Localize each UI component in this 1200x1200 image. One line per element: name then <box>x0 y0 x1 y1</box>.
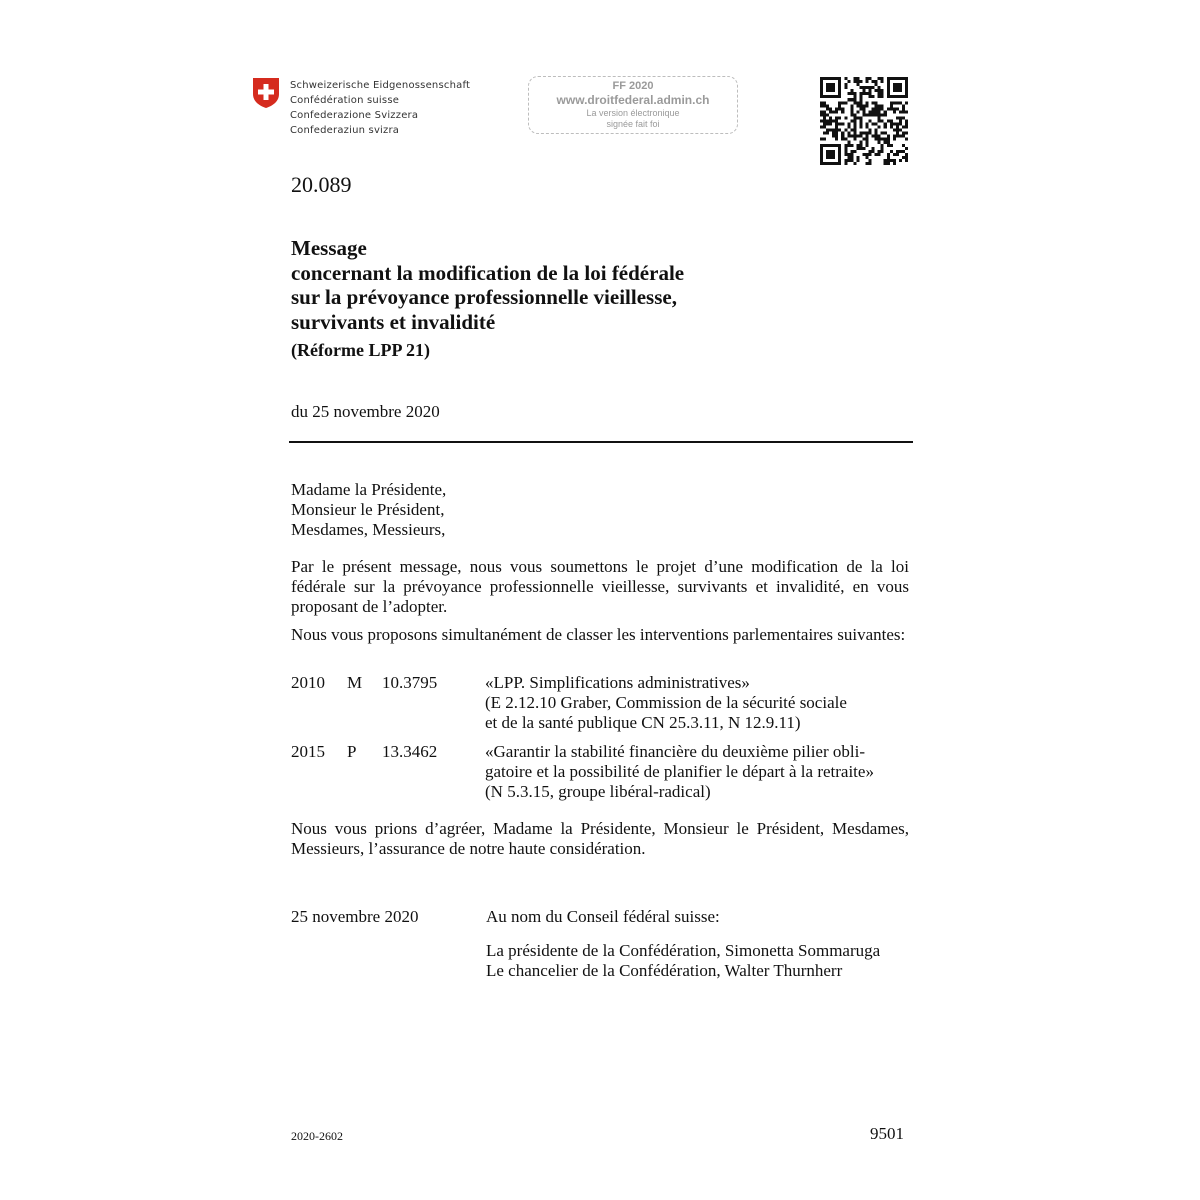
intervention-number: 13.3462 <box>382 742 438 761</box>
confederation-line-fr: Confédération suisse <box>290 95 400 106</box>
intervention-type: M <box>347 673 363 692</box>
qr-code-icon <box>820 77 908 165</box>
confederation-names <box>290 78 470 138</box>
signature-date: 25 novembre 2020 <box>291 907 419 926</box>
stamp-line-ff: FF 2020 <box>612 80 654 92</box>
paragraph-closing: Nous vous prions d’agréer, Madame la Présidente, Monsieur le Président, Mesdames, Messieurs, l’assurance de notre haute considération. <box>291 819 909 858</box>
intervention-text-line: «Garantir la stabilité financière du deuxième pilier obli- <box>485 742 865 761</box>
intervention-number: 10.3795 <box>382 673 438 692</box>
header-divider <box>289 441 913 443</box>
footer-reference: 2020-2602 <box>291 1129 343 1143</box>
stamp-line-version: La version électronique <box>586 108 680 118</box>
document-number: 20.089 <box>291 172 352 197</box>
intervention-text-line: (E 2.12.10 Graber, Commission de la sécurité sociale <box>485 693 847 712</box>
title-line: concernant la modification de la loi fédérale <box>291 260 685 285</box>
salutation-line: Monsieur le Président, <box>291 500 445 519</box>
confederation-line-it: Confederazione Svizzera <box>290 110 419 121</box>
swiss-coat-of-arms-icon <box>252 77 280 109</box>
intervention-text-line: gatoire et la possibilité de planifier le départ à la retraite» <box>485 762 874 781</box>
signer-line: La présidente de la Confédération, Simonetta Sommaruga <box>486 941 881 960</box>
page-number: 9501 <box>870 1124 904 1143</box>
official-stamp <box>528 76 738 134</box>
paragraph-intro: Par le présent message, nous vous soumettons le projet d’une modification de la loi fédérale sur la prévoyance professionnelle vieillesse, survivants et invalidité, en vous proposant de l’adopter. <box>291 557 909 616</box>
title-line: sur la prévoyance professionnelle vieillesse, <box>291 285 677 309</box>
document-date: du 25 novembre 2020 <box>291 402 440 421</box>
stamp-line-url: www.droitfederal.admin.ch <box>556 93 710 107</box>
title-line: survivants et invalidité <box>291 309 496 334</box>
signature-on-behalf: Au nom du Conseil fédéral suisse: <box>486 907 720 926</box>
title-line: Message <box>291 236 367 260</box>
document-title <box>291 236 684 334</box>
intervention-year: 2010 <box>291 673 325 692</box>
salutation <box>291 480 446 540</box>
intervention-year: 2015 <box>291 742 325 761</box>
stamp-line-signed: signée fait foi <box>606 119 660 129</box>
signature-block <box>486 941 880 981</box>
salutation-line: Mesdames, Messieurs, <box>291 520 446 539</box>
paragraph-interventions: Nous vous proposons simultanément de classer les interventions parlementaires suivantes: <box>291 625 906 644</box>
confederation-line-de: Schweizerische Eidgenossenschaft <box>290 80 471 91</box>
document-subtitle: (Réforme LPP 21) <box>291 340 430 360</box>
intervention-text-line: (N 5.3.15, groupe libéral-radical) <box>485 782 711 801</box>
intervention-text-line: et de la santé publique CN 25.3.11, N 12.9.11) <box>485 713 801 732</box>
intervention-text-line: «LPP. Simplifications administratives» <box>485 673 750 692</box>
salutation-line: Madame la Présidente, <box>291 480 447 499</box>
intervention-type: P <box>347 742 357 761</box>
confederation-line-rm: Confederaziun svizra <box>290 125 400 136</box>
signer-line: Le chancelier de la Confédération, Walter Thurnherr <box>486 961 843 980</box>
